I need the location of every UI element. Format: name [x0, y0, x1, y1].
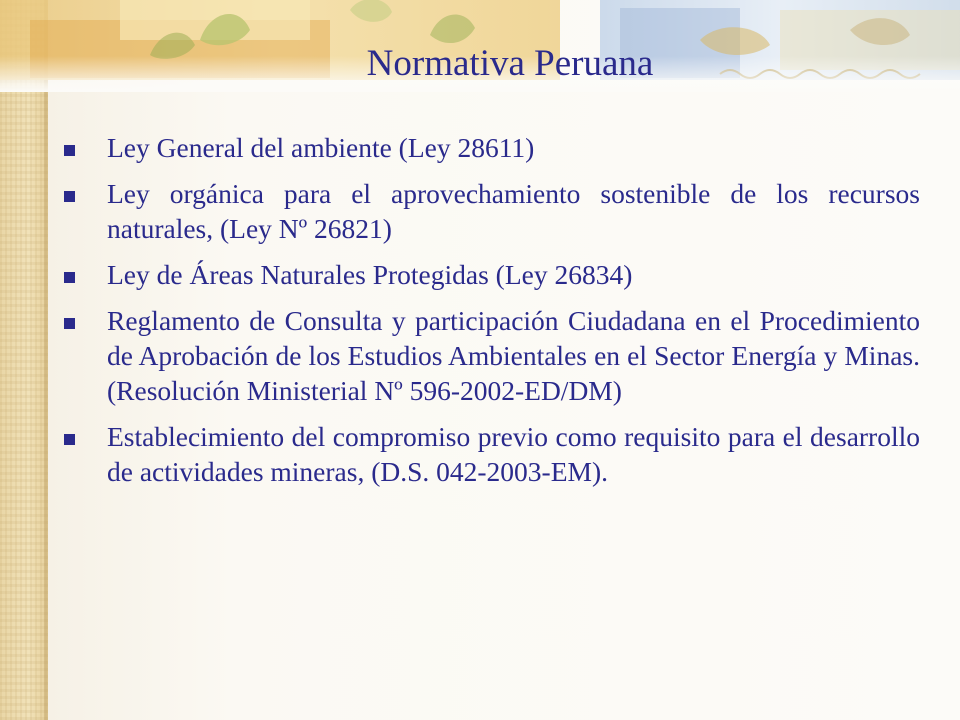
square-bullet-icon [64, 434, 75, 445]
list-item [60, 130, 920, 165]
list-item-text: Ley orgánica para el aprovechamiento sostenible de los recursos naturales, (Ley Nº 26821) [107, 178, 920, 244]
square-bullet-icon [64, 272, 75, 283]
list-item-text: Reglamento de Consulta y participación Ciudadana en el Procedimiento de Aprobación de los Estudios Ambientales en el Sector Energía y Minas. (Resolución Ministerial Nº 596-2002-ED/DM) [107, 305, 920, 406]
list-item-text: Ley General del ambiente (Ley 28611) [107, 132, 535, 163]
textured-margin [0, 0, 48, 720]
square-bullet-icon [64, 191, 75, 202]
list-item [60, 303, 920, 408]
square-bullet-icon [64, 318, 75, 329]
bullet-list [60, 130, 920, 500]
list-item [60, 176, 920, 246]
list-item [60, 419, 920, 489]
list-item-text: Ley de Áreas Naturales Protegidas (Ley 26834) [107, 259, 633, 290]
square-bullet-icon [64, 145, 75, 156]
slide-title: Normativa Peruana [366, 43, 654, 84]
list-item [60, 257, 920, 292]
list-item-text: Establecimiento del compromiso previo como requisito para el desarrollo de actividades mineras, (D.S. 042-2003-EM). [107, 421, 920, 487]
